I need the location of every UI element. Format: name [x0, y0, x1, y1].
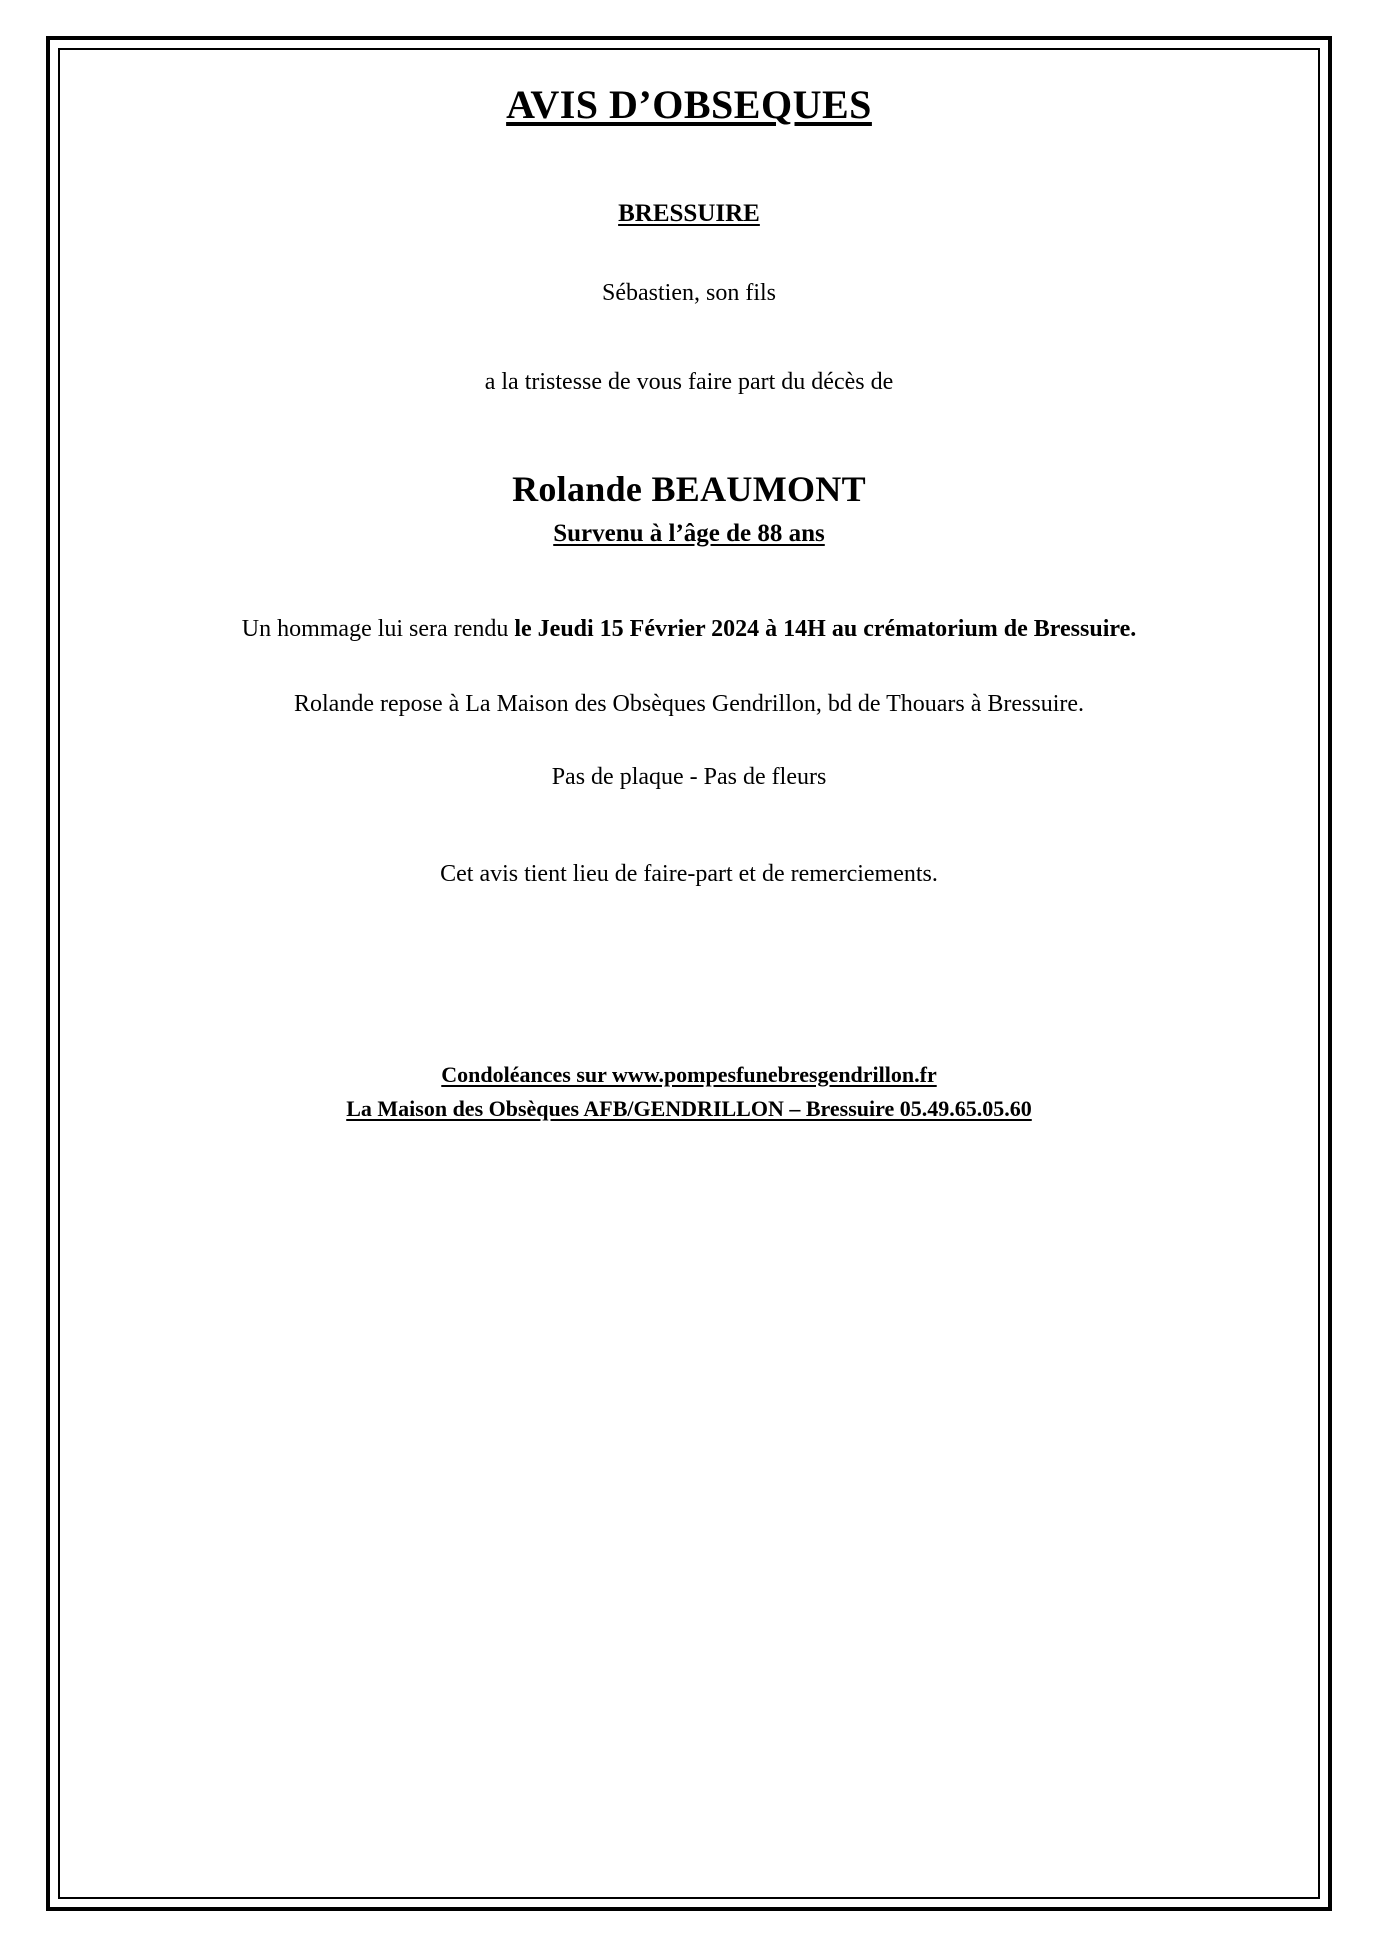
obituary-content [90, 60, 1288, 1909]
city-heading: BRESSUIRE [618, 200, 760, 227]
family-line: Sébastien, son fils [602, 280, 776, 306]
footer-block [90, 1058, 1288, 1126]
ceremony-details: le Jeudi 15 Février 2024 à 14H au crématorium de Bressuire. [514, 616, 1137, 642]
flowers-notice: Pas de plaque - Pas de fleurs [551, 763, 827, 790]
footer-funeral-home-contact: La Maison des Obsèques AFB/GENDRILLON – Bressuire 05.49.65.05.60 [346, 1095, 1032, 1121]
deceased-name: Rolande BEAUMONT [512, 469, 866, 509]
footer-condolences-website[interactable]: Condoléances sur www.pompesfunebresgendrillon.fr [441, 1061, 937, 1087]
page-title: AVIS D’OBSEQUES [506, 82, 872, 127]
deceased-age: Survenu à l’âge de 88 ans [553, 520, 825, 547]
ceremony-prefix: Un hommage lui sera rendu [241, 616, 515, 642]
repose-location: Rolande repose à La Maison des Obsèques Gendrillon, bd de Thouars à Bressuire. [293, 690, 1085, 717]
announcement-lead: a la tristesse de vous faire part du décès de [484, 369, 894, 395]
ceremony-info [90, 612, 1288, 647]
thanks-notice: Cet avis tient lieu de faire-part et de remerciements. [440, 860, 938, 887]
